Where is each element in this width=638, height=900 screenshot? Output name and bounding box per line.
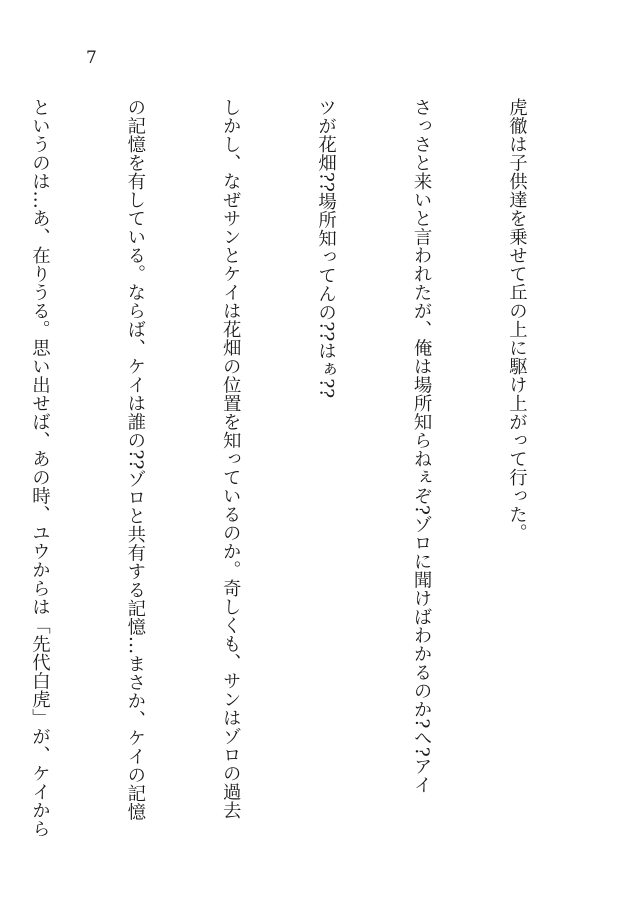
page-number: 7 <box>86 48 97 68</box>
text-line: しかし、なぜサンとケイは花畑の位置を知っているのか。奇しくも、サンはゾロの過去 <box>220 98 242 820</box>
vertical-text-body <box>0 98 596 858</box>
text-line: の記憶を有している。ならば、ケイは誰の??ゾロと共有する記憶…まさか、ケイの記憶 <box>124 98 146 821</box>
text-line: というのは…あ、在りうる。思い出せば、あの時、ユウからは「先代白虎」が、ケイから <box>29 98 51 838</box>
text-line: 虎徹は子供達を乗せて丘の上に駆け上がって行った。 <box>506 98 528 542</box>
text-line: ツが花畑??場所知ってんの??はぁ?? <box>315 98 337 399</box>
text-line: さっさと来いと言われたが、俺は場所知らねぇぞ?ゾロに聞けばわかるのか?へ?アイ <box>411 98 433 794</box>
